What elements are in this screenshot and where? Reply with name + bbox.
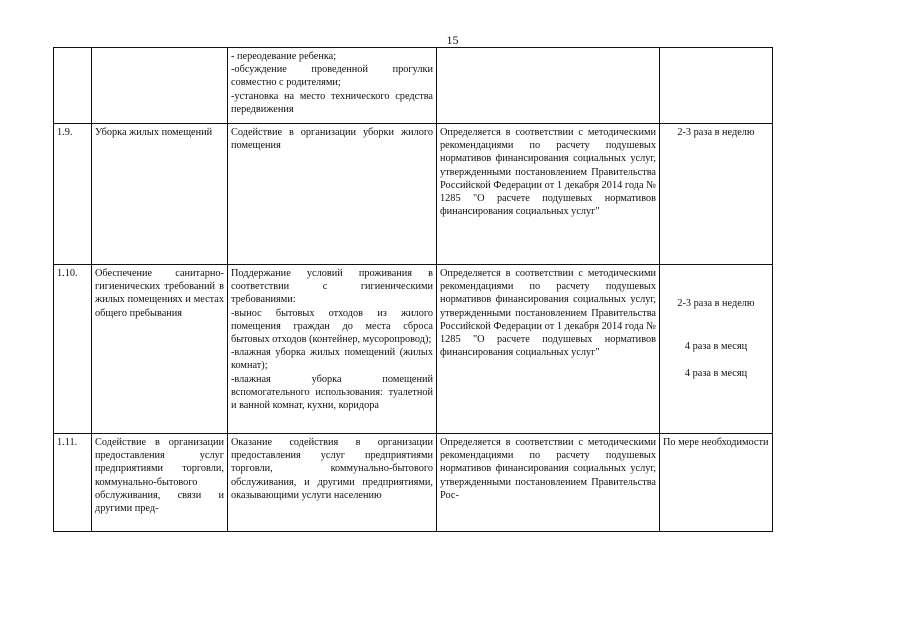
frequency-value: 4 раза в месяц [684, 341, 748, 353]
page-number: 15 [446, 33, 459, 47]
standard-cell: Определяется в соответствии с методическими рекомендациями по расчету подушевых нормативов финансирования социальных услуг, утвержденными постановлением Правительства Российской Федерации от 1 декабря 2014 года № 1285 "О расчете подушевых нормативов финансирования социальных услуг" [437, 265, 660, 434]
service-name-cell: Содействие в организации предоставления услуг предприятиями торговли, коммунально-бытового обслуживания, связи и другими пред- [92, 434, 228, 532]
content-line: -обсуждение проведенной прогулки совместно с родителями; [231, 64, 433, 89]
service-name-cell: Обеспечение санитарно-гигиенических требований в жилых помещениях и местах общего пребывания [92, 265, 228, 434]
content-line: Оказание содействия в организации предоставления услуг предприятиями торговли, коммунально-бытового обслуживания, и другими предприятиями, оказывающими услуги населению [231, 437, 433, 501]
table-row [54, 265, 773, 434]
content-line: - переодевание ребенка; [231, 51, 337, 62]
content-line: Поддержание условий проживания в соответствии с гигиеническими требованиями: [231, 268, 433, 306]
content-line: Содействие в организации уборки жилого помещения [231, 127, 433, 152]
content-line: -влажная уборка помещений вспомогательного использования: туалетной и ванной комнат, кухни, коридора [231, 373, 433, 412]
standard-cell: Определяется в соответствии с методическими рекомендациями по расчету подушевых нормативов финансирования социальных услуг, утвержденными постановлением Правительства Российской Федерации от 1 декабря 2014 года № 1285 "О расчете подушевых нормативов финансирования социальных услуг" [437, 124, 660, 265]
service-content-cell [228, 48, 437, 124]
table-row [54, 124, 773, 265]
standard-cell [437, 48, 660, 124]
frequency-cell [660, 434, 773, 532]
standard-cell: Определяется в соответствии с методическими рекомендациями по расчету подушевых нормативов финансирования социальных услуг, утвержденными постановлением Правительства Рос- [437, 434, 660, 532]
services-table [53, 47, 773, 532]
frequency-cell [660, 265, 773, 434]
service-content-cell [228, 265, 437, 434]
service-name-cell: Уборка жилых помещений [92, 124, 228, 265]
frequency-value: 2-3 раза в неделю [677, 298, 755, 309]
frequency-cell [660, 124, 773, 265]
table-row [54, 434, 773, 532]
row-number-cell: 1.9. [54, 124, 92, 265]
frequency-value: По мере необходимости [663, 437, 769, 448]
table-row [54, 48, 773, 124]
row-number-cell [54, 48, 92, 124]
frequency-value: 2-3 раза в неделю [677, 127, 755, 138]
row-number-cell: 1.10. [54, 265, 92, 434]
content-line: -вынос бытовых отходов из жилого помещения граждан до места сброса бытовых отходов (контейнер, мусоропровод); [231, 307, 433, 346]
content-line: -установка на место технического средства передвижения [231, 90, 433, 115]
service-content-cell [228, 434, 437, 532]
content-line: -влажная уборка жилых помещений (жилых комнат); [231, 347, 433, 372]
service-name-cell [92, 48, 228, 124]
service-content-cell [228, 124, 437, 265]
frequency-cell [660, 48, 773, 124]
frequency-value: 4 раза в месяц [684, 368, 748, 380]
row-number-cell: 1.11. [54, 434, 92, 532]
